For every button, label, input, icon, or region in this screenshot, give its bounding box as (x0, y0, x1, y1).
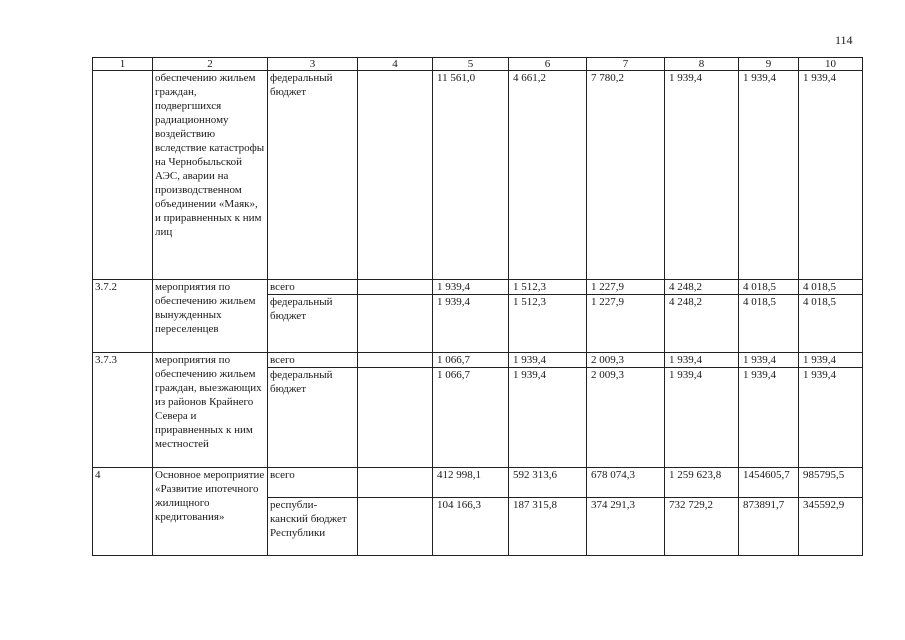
budget-table (92, 57, 863, 556)
column-header: 10 (799, 58, 863, 71)
row-id: 3.7.3 (93, 353, 153, 468)
funding-source: республи-канский бюджет Республики (268, 498, 358, 556)
funding-source: федеральный бюджет (268, 368, 358, 468)
value-cell: 1 939,4 (509, 368, 587, 468)
funding-source: федеральный бюджет (268, 295, 358, 353)
value-cell: 1 939,4 (665, 368, 739, 468)
value-cell: 732 729,2 (665, 498, 739, 556)
value-cell: 1 227,9 (587, 280, 665, 295)
value-cell: 592 313,6 (509, 468, 587, 498)
value-cell: 1 066,7 (433, 368, 509, 468)
column-header: 9 (739, 58, 799, 71)
column-header: 8 (665, 58, 739, 71)
cell-col4 (358, 468, 433, 498)
cell-col4 (358, 353, 433, 368)
value-cell: 1 939,4 (799, 368, 863, 468)
cell-col4 (358, 71, 433, 280)
value-cell: 1 259 623,8 (665, 468, 739, 498)
column-header: 7 (587, 58, 665, 71)
table-row (93, 280, 863, 295)
cell-col4 (358, 280, 433, 295)
value-cell: 678 074,3 (587, 468, 665, 498)
value-cell: 4 661,2 (509, 71, 587, 280)
value-cell: 4 018,5 (799, 280, 863, 295)
row-id (93, 71, 153, 280)
cell-col4 (358, 498, 433, 556)
value-cell: 2 009,3 (587, 353, 665, 368)
value-cell: 11 561,0 (433, 71, 509, 280)
value-cell: 7 780,2 (587, 71, 665, 280)
value-cell: 4 248,2 (665, 280, 739, 295)
value-cell: 1 512,3 (509, 295, 587, 353)
value-cell: 1 939,4 (433, 280, 509, 295)
column-header: 2 (153, 58, 268, 71)
row-name: обеспечению жильем граждан, подвергшихся радиационному воздействию вследствие катастрофы на Чернобыльской АЭС, аварии на производственном объединении «Маяк», и приравненных к ним лиц (153, 71, 268, 280)
value-cell: 1 939,4 (799, 71, 863, 280)
value-cell: 2 009,3 (587, 368, 665, 468)
page-number: 114 (835, 33, 853, 47)
value-cell: 985795,5 (799, 468, 863, 498)
header-row (93, 58, 863, 71)
value-cell: 4 248,2 (665, 295, 739, 353)
value-cell: 1 227,9 (587, 295, 665, 353)
row-name: мероприятия по обеспечению жильем граждан, выезжающих из районов Крайнего Севера и приравненных к ним местностей (153, 353, 268, 468)
value-cell: 873891,7 (739, 498, 799, 556)
value-cell: 4 018,5 (799, 295, 863, 353)
row-name: Основное мероприятие «Развитие ипотечного жилищного кредитования» (153, 468, 268, 556)
funding-source: федеральный бюджет (268, 71, 358, 280)
column-header: 3 (268, 58, 358, 71)
row-id: 4 (93, 468, 153, 556)
value-cell: 1454605,7 (739, 468, 799, 498)
value-cell: 1 939,4 (739, 353, 799, 368)
column-header: 4 (358, 58, 433, 71)
column-header: 6 (509, 58, 587, 71)
value-cell: 187 315,8 (509, 498, 587, 556)
value-cell: 1 939,4 (433, 295, 509, 353)
value-cell: 1 939,4 (739, 71, 799, 280)
cell-col4 (358, 368, 433, 468)
value-cell: 374 291,3 (587, 498, 665, 556)
table-row (93, 353, 863, 368)
funding-source: всего (268, 353, 358, 368)
value-cell: 1 066,7 (433, 353, 509, 368)
table-row (93, 468, 863, 498)
row-name: мероприятия по обеспечению жильем вынужденных переселенцев (153, 280, 268, 353)
value-cell: 4 018,5 (739, 295, 799, 353)
value-cell: 4 018,5 (739, 280, 799, 295)
cell-col4 (358, 295, 433, 353)
value-cell: 1 512,3 (509, 280, 587, 295)
value-cell: 1 939,4 (509, 353, 587, 368)
value-cell: 412 998,1 (433, 468, 509, 498)
column-header: 5 (433, 58, 509, 71)
column-header: 1 (93, 58, 153, 71)
value-cell: 1 939,4 (665, 353, 739, 368)
value-cell: 345592,9 (799, 498, 863, 556)
funding-source: всего (268, 468, 358, 498)
value-cell: 1 939,4 (665, 71, 739, 280)
table-row (93, 71, 863, 280)
funding-source: всего (268, 280, 358, 295)
value-cell: 1 939,4 (799, 353, 863, 368)
value-cell: 1 939,4 (739, 368, 799, 468)
value-cell: 104 166,3 (433, 498, 509, 556)
row-id: 3.7.2 (93, 280, 153, 353)
